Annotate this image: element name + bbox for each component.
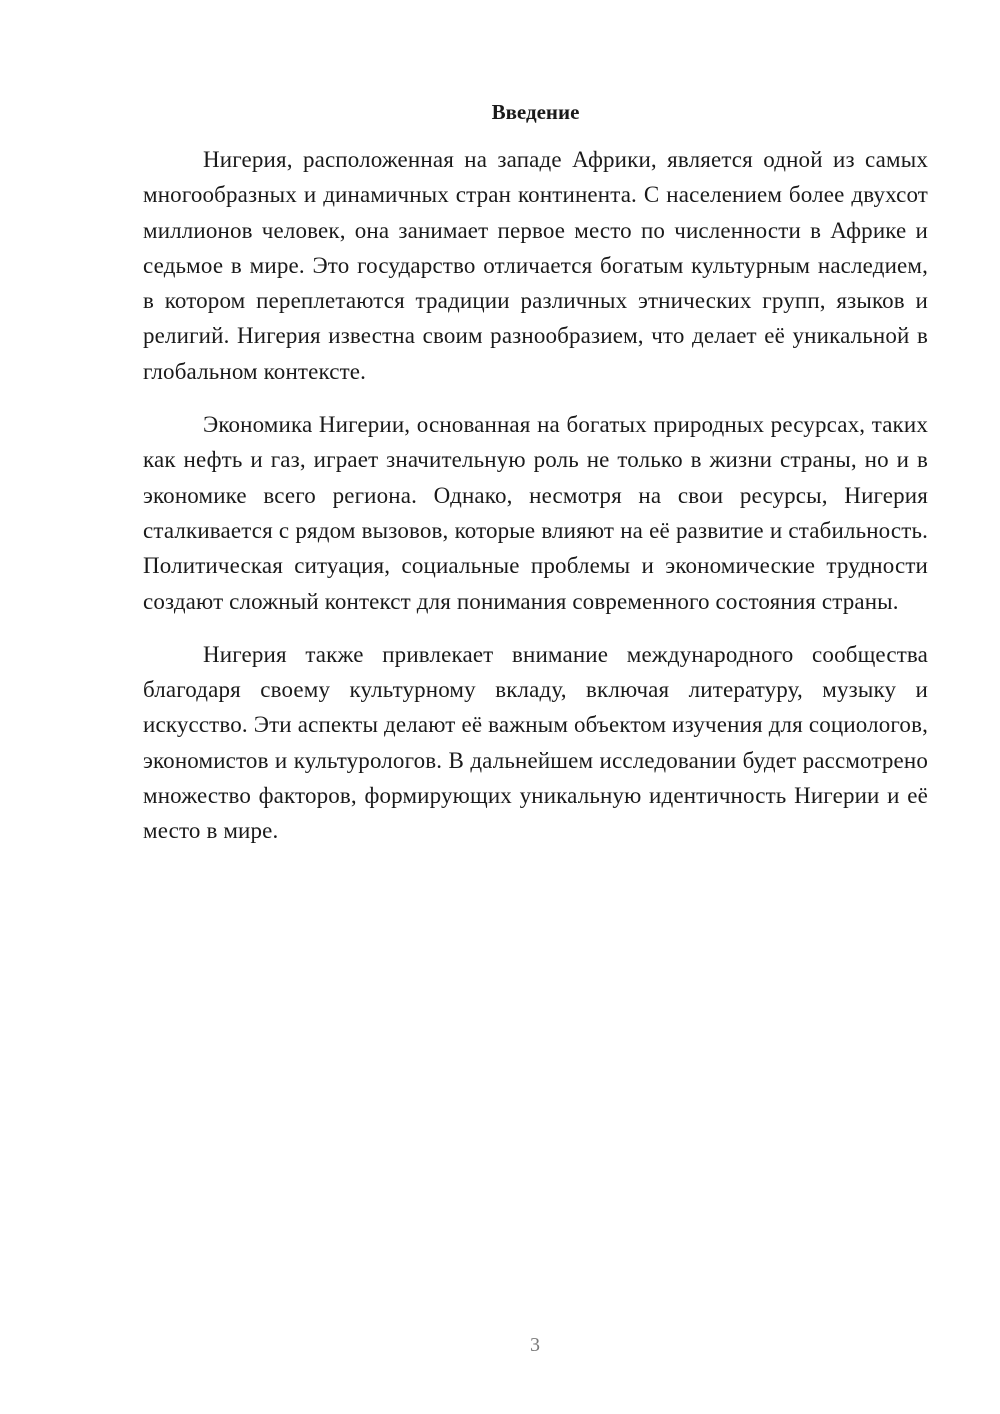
page-number: 3 xyxy=(530,1334,540,1356)
paragraph: Нигерия, расположенная на западе Африки, является одной из самых многообразных и динамичных стран континента. С населением более двухсот миллионов человек, она занимает первое место по численности в Африке и седьмое в мире. Это государство отличается богатым культурным наследием, в котором переплетаются традиции различных этнических групп, языков и религий. Нигерия известна своим разнообразием, что делает её уникальной в глобальном контексте. xyxy=(143,147,928,384)
paragraph: Экономика Нигерии, основанная на богатых природных ресурсах, таких как нефть и газ, играет значительную роль не только в жизни страны, но и в экономике всего региона. Однако, несмотря на свои ресурсы, Нигерия сталкивается с рядом вызовов, которые влияют на её развитие и стабильность. Политическая ситуация, социальные проблемы и экономические трудности создают сложный контекст для понимания современного состояния страны. xyxy=(143,412,928,614)
section-heading: Введение xyxy=(491,100,580,124)
paragraph: Нигерия также привлекает внимание международного сообщества благодаря своему культурному вкладу, включая литературу, музыку и искусство. Эти аспекты делают её важным объектом изучения для социологов, экономистов и культурологов. В дальнейшем исследовании будет рассмотрено множество факторов, формирующих уникальную идентичность Нигерии и её место в мире. xyxy=(143,641,928,844)
body-text xyxy=(143,142,928,867)
